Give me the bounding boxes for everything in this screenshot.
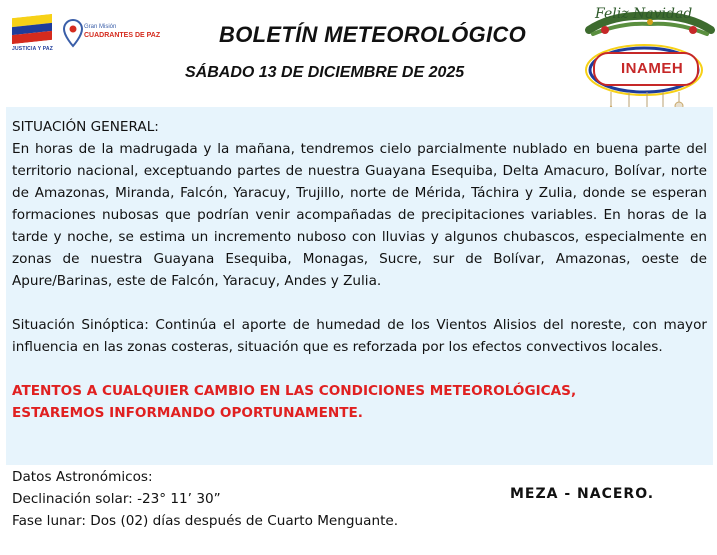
fase-lunar: Fase lunar: Dos (02) días después de Cuarto Menguante.	[12, 513, 399, 529]
alert-line-1: ATENTOS A CUALQUIER CAMBIO EN LAS CONDICIONES METEOROLÓGICAS,	[12, 383, 577, 399]
astro-heading: Datos Astronómicos:	[12, 469, 153, 485]
inameh-badge	[593, 52, 699, 86]
page-title: BOLETÍN METEOROLÓGICO	[219, 22, 526, 47]
alert-line-2: ESTAREMOS INFORMANDO OPORTUNAMENTE.	[12, 405, 363, 421]
inameh-label: INAMEH	[621, 60, 684, 77]
situacion-general-heading: SITUACIÓN GENERAL:	[12, 119, 159, 135]
declinacion-solar: Declinación solar: -23° 11’ 30”	[12, 491, 221, 507]
bulletin-body	[12, 116, 707, 424]
bulletin-date: SÁBADO 13 DE DICIEMBRE DE 2025	[185, 64, 465, 81]
astronomical-data	[12, 466, 492, 532]
gm-small-label: Gran Misión	[84, 24, 117, 30]
justicia-paz-caption: JUSTICIA Y PAZ	[12, 46, 53, 52]
signature: MEZA - NACERO.	[510, 486, 655, 502]
gm-big-label: CUADRANTES DE PAZ	[84, 32, 161, 39]
situacion-general-text: En horas de la madrugada y la mañana, tendremos cielo parcialmente nublado en buena parte del territorio nacional, exceptuando partes de nuestra Guayana Esequiba, Delta Amacuro, Bolívar, norte de Amazonas, Miranda, Falcón, Yaracuy, Trujillo, norte de Mérida, Táchira y Zulia, donde se esperan formaciones nubosas que podrían venir acompañadas de precipitaciones variables. En horas de la tarde y noche, se estima un incremento nuboso con lluvias y algunos chubascos, especialmente en zonas de nuestra Guayana Esequiba, Monagas, Sucre, sur de Bolívar, Amazonas, oeste de Apure/Barinas, este de Falcón, Yaracuy, Andes y Zulia.	[12, 141, 707, 289]
situacion-sinoptica-text: Situación Sinóptica: Continúa el aporte de humedad de los Vientos Alisios del noreste, con mayor influencia en las zonas costeras, situación que es reforzada por los efectos convectivos locales.	[12, 317, 707, 355]
feliz-navidad-label: Feliz Navidad	[595, 6, 693, 22]
